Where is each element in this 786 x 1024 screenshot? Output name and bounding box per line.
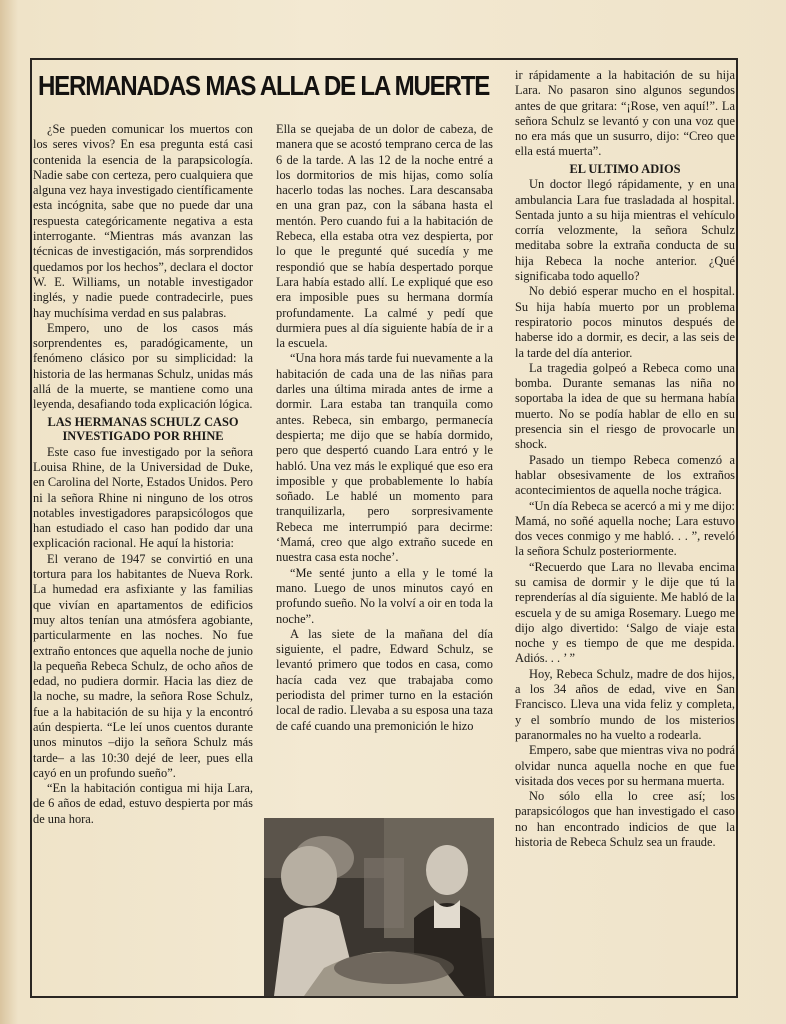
paragraph: Un doctor llegó rápidamente, y en una ambulancia Lara fue trasladada al hospital. Sentada junto a su hija mientras el vehículo corría velozmente, la señora Schulz meditaba sobre la extraña conducta de su hija Rebeca la noche anterior. ¿Qué significaba todo aquello? <box>515 177 735 284</box>
paragraph: “Un día Rebeca se acercó a mi y me dijo: Mamá, no soñé aquella noche; Lara estuvo dos veces conmigo y me habló. . . ”, reveló la señora Schulz posteriormente. <box>515 498 735 559</box>
paragraph: Hoy, Rebeca Schulz, madre de dos hijos, a los 34 años de edad, vive en San Francisco. Lleva una vida feliz y completa, y el sombrío mundo de los misterios paranormales no ha vuelto a rodearla. <box>515 666 735 742</box>
section-heading: LAS HERMANAS SCHULZ CASO INVESTIGADO POR RHINE <box>47 414 239 444</box>
paragraph: Ella se quejaba de un dolor de cabeza, de manera que se acostó temprano cerca de las 6 de la tarde. A las 12 de la noche entré a los dormitorios de mis hijas, como solía hacerlo todas las noches. Lara descansaba en una gran paz, con la sábana hasta el mentón. Pero cuando fui a la habitación de Rebeca, ella estaba otra vez despierta, por lo que le pregunté qué sucedía y me respondió que se había despertado porque Lara había estado allí. Le expliqué que eso era imposible pues su hermana dormía profundamente. La calmé y pedí que durmiera pues al día siguiente había de ir a la escuela. <box>276 122 493 351</box>
paragraph: “Una hora más tarde fui nuevamente a la habitación de cada una de las niñas para darles una última mirada antes de irme a dormir. Lara estaba tan tranquila como antes. Rebeca, sin embargo, permanecía despierta; me dijo que se había dormido, pero que despertó cuando Lara entró y le habló. Una vez más le expliqué que eso era imposible y que probablemente lo había soñado. Le hablé un momento para tranquilizarla, pero sorpresivamente Rebeca me interrumpió para decirme: ‘Mamá, creo que algo extraño sucede en nuestra casa esta noche’. <box>276 351 493 565</box>
article-photo <box>264 818 494 996</box>
photo-illustration <box>264 818 494 996</box>
column-1 <box>33 122 253 827</box>
column-2 <box>276 122 493 734</box>
paragraph: No debió esperar mucho en el hospital. Su hija había muerto por un problema respiratorio pocos minutos después de haberse ido a dormir, es decir, a las seis de la tarde del día anterior. <box>515 284 735 360</box>
paragraph: ¿Se pueden comunicar los muertos con los seres vivos? En esa pregunta está casi contenida la esencia de la parapsicología. Nadie sabe con certeza, pero cualquiera que alguna vez haya investigado científicamente esta incógnita, sabe que no puede dar una respuesta categóricamente negativa a esta interrogante. “Mientras más avanzan las técnicas de investigación, más sorprendidos quedamos por los hechos”, declara el doctor W. E. Williams, un notable investigador inglés, y nadie puede contradecirle, pues hay muchísima verdad en sus palabras. <box>33 122 253 320</box>
paragraph: No sólo ella lo cree así; los parapsicólogos que han investigado el caso no han encontrado indicios de que la historia de Rebeca Schulz sea un fraude. <box>515 789 735 850</box>
paragraph: Empero, uno de los casos más sorprendentes es, paradógicamente, un fenómeno clásico por su simplicidad: la historia de las hermanas Schulz, unidas más allá de la muerte, se mantiene como una leyenda, desafiando toda explicación lógica. <box>33 320 253 412</box>
paragraph: “Me senté junto a ella y le tomé la mano. Luego de unos minutos cayó en profundo sueño. No la volví a oir en toda la noche”. <box>276 565 493 626</box>
article-title: HERMANADAS MAS ALLA DE LA MUERTE <box>38 70 490 101</box>
paragraph: Este caso fue investigado por la señora Louisa Rhine, de la Universidad de Duke, en Carolina del Norte, Estados Unidos. Pero ni la señora Rhine ni ninguno de los otros notables investigadores parapsicólogos que han estudiado el caso han podido dar una explicación racional. He aquí la historia: <box>33 444 253 551</box>
paragraph: ir rápidamente a la habitación de su hija Lara. No pasaron sino algunos segundos antes de que gritara: “¡Rose, ven aquí!”. La señora Schulz se levantó y con una voz que no era más que un susurro, dijo: “Creo que ella está muerta”. <box>515 68 735 159</box>
paragraph: La tragedia golpeó a Rebeca como una bomba. Durante semanas las niña no soportaba la idea de que su hermana había muerto. No se podía hablar de ello en su presencia sin el riesgo de provocarle un shock. <box>515 360 735 452</box>
paragraph: “Recuerdo que Lara no llevaba encima su camisa de dormir y le dije que tú la reprenderías al día siguiente. Me habló de la escuela y de su amiga Rosemary. Luego me dijo algo divertido: ‘Salgo de viaje esta noche y es tiempo de que me despida. Adiós. . . ’ ” <box>515 559 735 666</box>
paragraph: Empero, sabe que mientras viva no podrá olvidar nunca aquella noche en que fue visitada dos veces por su hermana muerta. <box>515 743 735 788</box>
paragraph: A las siete de la mañana del día siguiente, el padre, Edward Schulz, se levantó primero que todos en casa, como hacía cada vez que trabajaba como periodista del primer turno en la estación local de radio. Llevaba a su esposa una taza de café cuando una premonición le hizo <box>276 626 493 733</box>
paragraph: El verano de 1947 se convirtió en una tortura para los habitantes de Nueva Rork. La humedad era asfixiante y las familias que vivían en apartamentos de edificios muy altos tenían una atmósfera agobiante, particularmente en las noches. No fue extraño entonces que aquella noche de junio la pequeña Rebeca Schulz, de ocho años de edad, no pudiera dormir. Hacia las diez de la noche, su madre, la señora Rose Schulz, fue a la habitación de su hija y la encontró aún despierta. “Le leí unos cuentos durante unos minutos –dijo la señora Schulz más tarde– a las 10:30 dejé de leer, pues ella cayó en un profundo sueño”. <box>33 551 253 780</box>
paragraph: Pasado un tiempo Rebeca comenzó a hablar obsesivamente de los extraños acontecimientos de aquella noche trágica. <box>515 452 735 498</box>
column-3 <box>515 68 735 850</box>
section-heading: EL ULTIMO ADIOS <box>569 161 681 176</box>
paragraph: “En la habitación contigua mi hija Lara, de 6 años de edad, estuvo despierta por más de una hora. <box>33 781 253 826</box>
